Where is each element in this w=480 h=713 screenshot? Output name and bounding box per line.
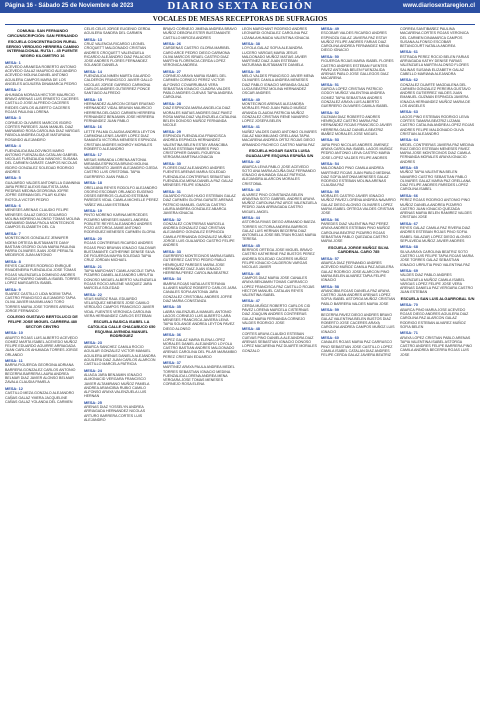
mesa-number: MESA: 62 [400,77,418,83]
mesa-block [5,116,80,142]
mesa-number: MESA: 35 [163,304,181,310]
mesa-number: MESA: 66 [400,192,418,198]
vocal-names: MEDEL CONTRERAS JAVIERA PAZ MEDINA RUIZ DIEGO ESTEBAN MENESES PAVEZ MARIA JOSE MONTECINOS DIAZ CAMILA FERNANDA MORALES ARAYA IGNACIO ANDRES [400,142,474,164]
mesa-block [400,222,475,243]
mesa-number: MESA: 44 [242,214,260,220]
mesa-number: MESA: 42 [242,159,260,165]
vocal-names: LAGOS PINO ESTEBAN RODRIGO LEIVA CORTES TAMARA BEATRIZ LIZAMA CASTRO CATALINA ANDREA LOPEZ ROJAS ANDRES FELIPE MALDONADO OLIVA CRISTIAN ALEJANDRO [400,114,475,136]
mesa-block [84,98,159,124]
mesa-block [5,232,80,258]
vocal-names: GAJARDO ROJAS HUGO ESTEBAN GALAZ DIAZ CARMEN GLORIA GARATE ARENAS PATRICIO MANUEL GARCIA CASTRO LAURA ANDREA GONZALEZ ABARCA JAVIERA IGNACIA [163,194,236,216]
vocal-names: GUERRERO MONTECINOS MARIA ISABEL GUTIERREZ CASTRO PEDRO PABLO HENRIQUEZ PAREDES MARIA JOSE HERNANDEZ DIAZ JUAN IGNACIO HERRERA PEREZ CAROLINA BEATRIZ [163,254,235,275]
mesa-block [5,359,80,385]
vocal-names: MONTECINOS GONZALEZ JENNIFER NOEMI ORTEGA BUSTAMANTE DANY BASTIAN OSORIO OLIVA MARIA PAULINA PARRA OLIVARES JUAN JOSE PERALTA MEDEIROS JUAN ANTONIO [5,236,75,258]
mesa-block [163,277,238,303]
mesa-block [5,260,80,286]
mesa-number: MESA: 15 [84,96,102,102]
vocal-names: MENESES ARENAS CLAUDIO FELIPE MENESES GALAZ DIEGO EDUARDO MOLINA MORENO ALONSO TOMAS MOLINA MARAMBIO DIANA PAOLA MONTECINOS CAMPOS ELIZABETH DEL CA [5,208,80,230]
vocal-names: ESPINOZA FUENZALIDA FRANCISCA ANDREA ESPINOZA HERNANDEZ VALENTINA BELEN ESTAY ARANCIBIA MATIAS ESTEBAN FABRES PINO CRISTOPHER DANIEL FIGUEROA VERGARA MARTINA IGNACIA [163,134,228,160]
page-date: Página 16 - Sábado 25 de Noviembre de 2023 [5,3,134,9]
mesa-number: MESA: 37 [163,359,181,365]
mesa-block [84,38,159,68]
vocal-names: ORELLANA REYES RODOLFO ALEJANDRO OSORIO ESCOBAR ORLANDO EUGENIO OSSES BERRIOS CLAUDIO ESTEBAN PAREDES VIDAL CAMILA MICHELLE PEREZ YAÑEZ WILLIAM ESTEBAN [84,185,159,207]
vocal-names: LETTE PALMA CLAUDIA ANDREA LEYTON CARMONA LENIS JAVIER LOPEZ DIAZ SAMANTA VICTORIA MENESES ESPINOZA CRISTIAN ANDRES MONROY MORALES ROBERTO ALEJANDRO [84,129,157,151]
mesa-block [5,144,80,174]
mesa-number: MESA: 19 [84,208,102,213]
mesa-number: MESA: 49 [321,27,339,31]
mesa-number: MESA: 64 [400,137,418,143]
mesa-block [242,299,317,325]
vocal-names: ALVAREZ PINO CONSTANZA BELEN ARAVENA SOTO GABRIEL ANDRES ARAYA MUÑOZ CAROLINA PAZ ARCE VALENZUELA PEDRO JUAN ARRIAGADA CASTRO MIGUEL ANGEL [242,192,317,214]
mesa-block [5,61,80,87]
masthead: DIARIO SEXTA REGIÓN [167,0,313,12]
mesa-block [163,361,238,387]
mesa-block [321,162,396,188]
vocal-names: ARANCIBIA ROJAS DANIELA PAZ ARAYA CASTRO JUAN ANDRES ARENAS LOPEZ SOFIA ISABEL ASTORGA MUÑOZ CRISTIAN PABLO BARRERA VALDES MARIA JOSE [321,288,396,306]
mesa-number: MESA: 58 [321,283,339,289]
section-heading: COLEGIO GUSTAVO BERTOLUCCI DE FELIPE JOSE MIGUEL CARRERA 480 SECTOR CENTRO [7,314,78,329]
mesa-block [321,55,396,81]
mesa-number: MESA: 50 [321,53,339,59]
mesa-number: MESA: 10 [5,330,23,336]
text-column [321,27,396,707]
vocal-names: REYES CACERES RODRIGO ENRIQUE RIVADENEIRA FUENZALIDA JOSE TOMAS ROJAS VALENZUELA DOMINGO ANDRES ROZAS PIZARRO DANIELA ISABEL TORRES LOPEZ MARGARITA ISABEL [5,264,80,286]
mesa-number: MESA: 56 [321,216,339,222]
mesa-block [242,216,317,242]
mesa-number: MESA: 7 [5,230,21,236]
section-heading: ESCUELA JORGE MUÑOZ SILVA CARDENAL CARO 785 [328,244,389,255]
vocal-names: NUÑEZ VALDES DAVID ANTONIO OLIVARES GALAZ MAXIMILIANO ORELLANA TAPIA MACARENA ANDREA ORTIZ ROJAS DIEGO ARMANDO PACHECO CASTRO MARIA PAZ [242,129,317,147]
vocal-names: MELO VALDES FRANCISCO JAVIER MENA OLIVARES CAMILA ANDREA MENESES DIAZ PABLO IGNACIO MIRANDA GALAZ LUCIA BEATRIZ MOLINA HERNANDEZ OSCAR ANDRES [242,74,314,96]
vocal-names: TAPIA MARCHANT CAMILA NICOLE TAPIA PIZARRO DANIEL ALEJANDRO URRUTIA DONOSO MIGUEL ALBERTO VALENZUELA ROJAS ROCIO ARLENE VASQUEZ JARA MARCELA SOLEDAD [84,269,156,291]
mesa-number: MESA: 43 [242,187,260,193]
mesa-block [163,190,238,216]
mesa-number: MESA: 55 [321,188,339,194]
vocal-names: ARAYA LOPEZ CRISTIAN PABLO ARENAS TAPIA VALENTINA ISABEL ASTORGA CASTRO ANDRES FELIPE BARRERA PINO CAMILA ANDREA BECERRA ROJAS LUIS JOSE [400,335,473,357]
mesa-number: MESA: 71 [400,330,418,336]
mesa-block [163,218,238,248]
mesa-number: MESA: 61 [400,49,418,55]
mesa-block [242,160,317,186]
mesa-block [84,341,159,367]
vocal-names: CORTES ARAYA CLAUDIO ESTEBAN CUEVAS PINO DANIELA ALEJANDRA DIAZ ARENAS SEBASTIAN IGNACIO DONOSO LOPEZ MACARENA PAZ DUARTE MORALES GONZALO [242,331,317,353]
mesa-number: MESA: 51 [321,81,339,87]
mesa-block [400,27,475,48]
mesa-number: MESA: 54 [321,160,339,166]
mesa-number: MESA: 9 [5,286,21,292]
vocal-names: CELIS CELIS JORGE EUGENIO CERDA AGUILERA SANDRA DEL CARMEN [84,27,151,36]
section-heading: ESCUELA CONCENTRACION RURAL SERGIO VERDUGO HERRERA CAMINO INTERNACIONAL RUTA I - 45 PUENTE NEGRO KILOMETRO 16 [6,39,79,58]
mesa-block [163,70,238,100]
columns-container [5,27,475,707]
mesa-block [163,27,238,40]
vocal-names: PAREDES DIAZ VALENTINA PAZ PEREZ ARAYA ANDRES ESTEBAN PINO MUÑOZ CAROLINA BEATRIZ PIZARRO ROJAS SEBASTIAN PABLO QUEZADA CASTRO MARIA JOSE [321,222,390,244]
mesa-block [400,303,475,329]
mesa-block [84,401,159,422]
mesa-block [163,42,238,68]
mesa-block [163,305,238,331]
mesa-number: MESA: 20 [84,235,102,241]
section-heading: ESCUELA SAN LUIS ALGARROBAL S/N [400,295,475,301]
mesa-block [84,70,159,96]
mesa-number: MESA: 6 [5,203,21,209]
mesa-number: MESA: 1 [5,59,21,65]
vocal-names: MONTECINOS ARENAS ALEJANDRA MORALES PINO JUAN PABLO MUÑOZ ARANDA CLAUDIA PATRICIA MUÑOZ GONZALEZ CRISTIAN RENE NAVARRO LOPEZ JOSEFA BELEN [242,102,309,124]
vocal-names: IBARRA ROJAS NATALIA ESTEFANIA ILLANES MUÑOZ ROBERTO CARLOS JARA CANALES SOFIA ANTONIA JARA GONZALEZ CRISTOBAL ANDRES JOFRE DIAZ MARIA CONSTANZA [163,281,237,303]
vocal-names: BECERRA PAVEZ DIEGO ANDRES BRAVO GALAZ VALENTINA BELEN BUSTOS DIAZ ROBERTO JOSE CACERES ARAYA CAROLINA ANDREA CAMPOS MUÑOZ LUIS IGNACIO [321,312,395,334]
mesa-number: MESA: 13 [84,36,102,42]
mesa-block [242,42,317,68]
title-divider [5,24,475,25]
mesa-block [163,102,238,128]
vocal-names: CASTILLO MEZA GONZALO ALEJANDRO CAÑAS GALAZ YMERA JACQUELINE CAÑAS GALAZ YOLANDA DEL CARMEN [5,391,75,404]
mesa-block [163,162,238,188]
vocal-names: SUAREZ CASTILLO LIDIA NOEMI TAPIA CASTRO FRANCISCO ALEJANDRO TAPIA OLIVA JAVIER MAXIMILIANO TORO TORRES MARIA JOSE TORRES ARENAS JORGE FERNANDO [5,291,76,313]
mesa-block [400,269,475,295]
mesa-number: MESA: 29 [163,128,181,134]
vocal-names: PEREZ ROJAS RODRIGO ANTONIO PINO MUÑOZ DANIELA ANDREA PIZARRO CASTRO JUAN IGNACIO QUEZADA ARENAS MARIA BELEN RAMIREZ VALDES CRISTIAN JOSE [400,198,472,220]
text-column [400,27,475,707]
vocal-names: BRAVO CORNEJO JIMENA ANDREA BRAVO MUÑOZ DEBORA ESTER BUSTAMANTE CASTILLO MIRCEA ANDRES [163,27,237,40]
mesa-number: MESA: 17 [84,152,102,158]
vocal-names: CRUZ VALENCIA RICARDO LEONEL CROQUETT MALDONADO CRISTIAN ANDRES CROQUETT VALENZUELA RICARDO ALEJANDRO DIAZ PALACIOS JOSE ANDRES FLORES FERNANDEZ SOLANGE DANIELA [84,42,151,68]
mesa-number: MESA: 33 [163,248,181,254]
section-heading: ESCUELA HOGAR SANTA LUISA GUADALUPE ESQUINA ESPAÑA S/N [245,148,314,158]
vocal-names: MALDONADO PINO CAMILA ANDREA MARTINEZ ROJAS JUAN PABLO MEDINA DIAZ SOFIA ANTONIA MENESES GALAZ RODRIGO ESTEBAN MOLINA ARENAS CLAUDIA PAZ [321,166,391,188]
text-column [84,27,159,707]
vocal-names: LABRA VALENZUELA MANUEL ANTONIO LAGOS CORNEJO LUIS ALBERTO LARA MENESES FRANCISCA JAVIERA LEIVA TAPIA SOLANGE ANDREA LEYTON PAVEZ DIEGO ALONSO [163,309,235,331]
mesa-block [84,265,159,291]
vocal-names: LOPEZ GALAZ MARIA ELENA LOPEZ MORALES DANIEL ALEJANDRO LOYOLA CASTRO BASTIAN ANDRES MALDONADO ARENAS CAROLINA DEL PILAR MARAMBIO PEREZ CRISTIAN EDUARDO [163,337,237,359]
mesa-number: MESA: 3 [5,115,21,121]
mesa-number: MESA: 16 [84,124,102,130]
mesa-block [84,181,159,207]
mesa-number: MESA: 24 [84,367,102,373]
mesa-block [5,176,80,202]
mesa-block [242,327,317,353]
mesa-number: MESA: 12 [5,385,23,391]
vocal-names: PINTO MORENO KARINA MERCEDES PIZARRO MENESES MAIKEL ANDREA POBLETE REYES ALEJANDRO ANDRES POZO ASTORGA JAIME ANTONIO RODRIGUEZ MENESES CARMEN GLORIA [84,213,156,235]
mesa-number: MESA: 69 [400,267,418,273]
mesa-block [84,27,159,36]
mesa-block [400,110,475,136]
vocal-names: ESCOBAR VALDES RICARDO ANDRES ESPINOZA GALAZ JAVIERA PAZ ESTAY MUÑOZ FELIPE ANDRES FARIAS DIAZ CAROLINA ANDREA FERNANDEZ MENA DIEGO IGNACIO [321,31,389,53]
mesa-number: MESA: 57 [321,255,339,261]
vocal-names: MARTINEZ ARAYA PAULA ANDREA MEDEL TORRES SEBASTIAN IGNACIO MEDINA FUENZALIDA LORENA ANDREA MENA VERGARA JOSE TOMAS MENESES CORNEJO ROSA ELENA [163,365,235,387]
mesa-block [242,125,317,146]
text-column [242,27,317,707]
mesa-number: MESA: 38 [242,40,260,46]
mesa-block [163,130,238,160]
mesa-block [84,209,159,235]
mesa-number: MESA: 14 [84,68,102,74]
mesa-number: MESA: 41 [242,124,260,130]
vocal-names: DIAZ ESPINOZA MARIA ANGELICA DIAZ MORALES MATIAS ANDRES DIAZ PAVEZ ROSA MARIA DIAZ VALENZUELA CATALINA BELEN DONOSO MUÑOZ FERNANDA NICOLE [163,106,237,128]
mesa-number: MESA: 47 [242,298,260,304]
mesa-block [400,50,475,76]
vocal-names: LOYOLA GALAZ SOFIA ALEJANDRA LUCERO VARGAS MARIA JESUS MALDONADO MUÑOZ MATIAS JAVIER MARTINEZ DIAZ JUAN ESTEBAN MATURANA BUSTAMANTE DANIELA [242,46,307,68]
vocal-names: FUENZALIDA NIMEN MARTA GALARDO CALDERON FRANCISCO JAVIER GALLO NICOLAS JORGE GARRIDO CARMONA CARLOS ANDRES GUTIERREZ PONCE SANTIAGO ALFREDO [84,74,153,96]
mesa-number: MESA: 48 [242,326,260,332]
mesa-block [5,387,80,404]
mesa-number: MESA: 31 [163,188,181,194]
vocal-names: FIGUEROA ROJAS MARIA ISABEL FLORES CASTRO ANDRES ESTEBAN FUENTES PAVEZ ANTONIA BELEN FUENZALIDA ARENAS PABLO JOSE GALLEGOS DIAZ MACARENA [321,59,394,81]
vocal-names: CARDENAS CASTRO GLORIA MARIBEL CARO ARCE PEDRO DIEGO CARMONA OLIVA MARCOS ISRAEL CASTRO DIAZ MARTHA FLORENCIA CERDA LOPEZ VERONICA ANDREA [163,46,230,68]
mesa-block [321,308,396,334]
mesa-number: MESA: 23 [84,339,102,345]
vocal-names: ESTRADA PEREZ ROCIO BELEN FARIAS ARRIAGADA KATHY DENISE FARIAS VALENZUELA MARTIN ALONSO FLORES SALINAS SUSANA ELIZABETH GALAZ CABELLO MARIANA ALEJANDRA [400,54,470,76]
mesa-number: MESA: 27 [163,68,181,74]
vocal-names: ROJAS CONTRERAS RICARDO ANDRES ROJAS PINO BRAYAN IGNACIO SALDIVAR BUSTAMANTE CATHERINE DENISE SILVA DE FIGUEROA MAYRA SOLEDAD TAPIA CRUZ JORDAN MICHAEL [84,241,156,263]
mesa-block [84,153,159,179]
mesa-block [84,369,159,399]
vocal-names: CAMPOS DIAZ MARIA JOSE CANALES ARAYA BENJAMIN TOMAS CARRASCO LOPEZ FRANCISCA PAZ CASTILLO ROJAS HECTOR MANUEL CATALAN REYES VALENTINA ISABEL [242,276,315,298]
vocal-names: GONZALEZ DUARTE MAGDALENA DEL CARMEN GONZALEZ PEREIRA GUSTAVO ANDRES GUTIERREZ VALDES JUAN EMANUEL GUZMAN ESPINOZA JAVIERA IGNACIA HERNANDEZ MUÑOZ MARIA DE LOS ANGELES [400,82,471,108]
mesa-number: MESA: 11 [5,358,23,364]
vocal-names: BERRIOS ORTEGA JOSE MIGUEL BRAVO CASTRO KATHERINE PAZ BUSTOS PEREZ ANDREA SOLEDAD CACERES MUÑOZ FELIPE IGNACIO CALDERON VARGAS NICOLAS JAVIER [242,248,315,270]
mesa-block [400,166,475,192]
mesa-block [321,138,396,159]
page-header [0,0,480,13]
mesa-block [400,331,475,357]
mesa-block [321,111,396,137]
mesa-number: MESA: 53 [321,137,339,143]
mesa-number: MESA: 34 [163,276,181,282]
mesa-number: MESA: 5 [5,175,21,181]
mesa-number: MESA: 25 [84,399,102,405]
mesa-number: MESA: 26 [163,40,181,46]
mesa-number: MESA: 2 [5,87,21,93]
mesa-block [5,331,80,357]
mesa-number: MESA: 39 [242,68,260,74]
mesa-block [242,244,317,270]
vocal-names: CANALES ROJAS MARIA PAZ CARRASCO PINO SEBASTIAN JOSE CASTILLO LOPEZ CAMILA ISABEL CATALAN DIAZ ANDRES FELIPE CERDA GALAZ JAVIERA BEATRIZ [321,340,393,358]
vocal-names: ASTORGA RIVAS DIEGO ARMANDO BAEZA TORRES VICTORIA ANDREA BARRIOS GALAZ LUIS HERNAN BECERRA DIAZ ANTONELLA JOSE BELTRAN ROJAS MARIA TERESA [242,220,316,242]
vocal-names: JARA PINO NICOLAS ANDRES JIMENEZ ARAYA CAROLINA ISABEL LAGOS MUÑOZ PEDRO ANTONIO LEIVA CASTRO MARIA JOSE LOPEZ VALDES FELIPE ANDRES [321,142,393,160]
mesa-number: MESA: 70 [400,302,418,308]
mesa-block [321,218,396,244]
mesa-number: MESA: 21 [84,263,102,269]
vocal-names: CORNEJO OLIVARES MARCOS ISIDRO CORTES PAREDES JUAN MANUEL DIAZ MARAMBIO ROSA CAROLINA DIAZ VARGAS FABIOLA ANDREA DUQUE MATURANA ROSANDO ALEJANDRO [5,120,80,142]
mesa-number: MESA: 68 [400,244,418,250]
vocal-names: ACEVEDO ARANEDA ROBERTO ANTONIO ACEVEDO GALAZ MAURICIO ALEJANDRO ACEVEDO MOLINA DANIEL ANTONIO AGUILERA CAMPOS MARIA DE LOS ANGELES AGUILERA DINAMARCA PEDRO [5,64,77,86]
mesa-number: MESA: 46 [242,270,260,276]
vocal-names: GUZMAN DIAZ ROBERTO ANDRES HENRIQUEZ CASTRO MARIA PAZ HERNANDEZ ROJAS FRANCISCO JAVIER HERRERA GALAZ DANIELA BEATRIZ IBAÑEZ MORALES JOSE MIGUEL [321,114,392,136]
mesa-block [321,190,396,216]
vocal-names: CORREA SANTIBAÑEZ PAULINA MACARENA CORTES ROJAS VERONICA DEL CARMEN DINAMARCA CAMPOS SUSANA ALFONSO ESCOBAR BETANCOURT NATALIA ANDREA [400,27,469,48]
vocal-names: LEON MARCHANT RODRIGO ANDRES LEONARDI GONZALEZ CAROLINA PAZ LIZANA AHUMADA VALENTINA IGNACIA [242,27,310,40]
mesa-block [400,138,475,164]
mesa-block [321,285,396,306]
mesa-number: MESA: 67 [400,220,418,226]
vocal-names: FUENZALIDA BALDOVINOS MARIO ANTONIO FUENZALIDA CATALAN GABRIEL NICOLAS FUENZALIDA IVANOVIC SUSANA DEL CARMEN GARATE CAMPOS NICOLAS ISIDRO GONZALEZ SOLEDAD RODRIGO ANDRES [5,148,78,174]
vocal-names: HERNANDEZ ALARCON CESAR ERASMO HERNANDEZ VIDAL BRAYAN MAURICIO HERRERA DELGADO CARMEN HERRERA FERNANDEZ BENJAMIN JOSE HERRERA FERNANDEZ JUAN PABLO [84,102,155,124]
mesa-block [242,70,317,96]
vocal-names: ABARCA DIAZ FERNANDO ANDRES ACEVEDO MUÑOZ CAMILA PAZ AGUILERA GALAZ RODRIGO JOSE ALARCON PINO MARIA BELEN ALVAREZ TAPIA FELIPE IGNACIO [321,261,394,283]
text-column [5,27,80,707]
mesa-number: MESA: 52 [321,109,339,115]
vocal-names: MORALES CASTRO JAVIER IGNACIO MUÑOZ PAVEZ LORENA ANDREA NAVARRO GALAZ DIEGO ALONSO OLIVARES LOPEZ MARIA ISABEL ORTEGA VALDES CRISTIAN JOSE [321,194,396,216]
mesa-block [242,98,317,124]
mesa-number: MESA: 8 [5,258,21,264]
mesa-block [5,88,80,114]
mesa-block [321,83,396,109]
vocal-names: ABARCA LEIVA PABLO JOSE ACEVEDO SOTO ANA MARIA ACUÑA DIAZ FERNANDO IGNACIO AHUMADA GALAZ PATRICIA ALEJANDRA ALARCON MORALES CRISTOBAL [242,164,316,186]
mesa-number: MESA: 18 [84,180,102,186]
vocal-names: GUAJARDO VALDES ANTONELLA GIANNINA JARA PEREZ ALEXIS BAUTISTA JARA PIEDRAS MEDINA GEORGINA JOFRE JOFRE GERMAN DEL PILAR KLENN RIOTOLA VICTOR PEDRO [5,180,80,202]
vocal-names: AHUMADA MORAGA HECTOR MAURICIO BRAVO ARENAS LUIS ERNESTO CACERES CASTILLO JOSE ALFREDO CACERES RIEDES CARLOS ALBERTO CACERES ROJAS PAULINA LORENA [5,92,79,114]
vocal-names: FLORES DIAZ ALEJANDRO ANDRES FUENTES ARENAS MARIA SOLEDAD FUENZALIDA CONTRERAS SEBASTIAN FUENZALIDA MENA DANIELA PAZ GALAZ MENESES FELIPE IGNACIO [163,166,234,188]
vocal-names: REYES GALAZ CAMILA PAZ RIVERA DIAZ ANDRES ESTEBAN ROJAS PINO SOFIA ISABEL SALAZAR LOPEZ DIEGO ALONSO SEPULVEDA MUÑOZ JAVIER ANDRES [400,226,471,243]
vocal-names: ABARCA SANCHEZ CAMILA ROCIO AGUILAR GONZALEZ VICTOR MANUEL AGUILERA ARENAS DANIELA ALEJANDRA AGUILERA DIAZ JUAN CARLOS ALARCON CASTILLO MARCELA PATRICIA [84,345,156,367]
mesa-number: MESA: 4 [5,143,21,149]
vocal-names: ABURTO ROJAS LUIS ALBERTO ACEVEDO GOMEZ MARTA ISABEL ACEVEDO MUÑOZ FELIPE EDUARDO AGUIRRE ARRIAGADA JUAN CARLOS AHUMADA TORRES JORGE ORLANDO [5,335,78,357]
vocal-names: CERDA MUÑOZ ROBERTO CARLOS CID PAVEZ LORENA MARCELA CISTERNAS DIAZ JOAQUIN ANDRES CONTRERAS GALAZ MARIA FERNANDA CORNEJO VALDES RODRIGO JOSE [242,303,311,325]
vocal-names: MUÑOZ TAPIA VALENTINA BELEN NAVARRO CASTRO SEBASTIAN PABLO OLIVARES GALAZ MARIA PAZ ORELLANA DIAZ FELIPE ANDRES PAREDES LOPEZ CAROLINA ISABEL [400,170,471,192]
vocal-names: ARENAS DIAZ YOSSELYN ANDREA ARRIAGADA HERNANDEZ NICOLAS ARTURO BARRERA CORTES LUIS ALEJANDRO [84,405,146,422]
mesa-number: MESA: 22 [84,291,102,297]
mesa-block [242,27,317,40]
mesa-block [163,333,238,359]
mesa-number: MESA: 28 [163,100,181,106]
mesa-block [84,237,159,263]
website-link[interactable]: www.diariosextaregion.cl [402,3,475,9]
page-title: VOCALES DE MESAS RECEPTORAS DE SUFRAGIOS [152,15,328,23]
vocal-names: BARRA FIGUEROA GEORGINA ADRIANA BARRERA GONZALEZ CARLOS ANTONIO BECERRA BARRERA LAURA ANDREA BELMAR DIAZ JAVIER ALONSO BELMAR ZAVALA CLAUDIA PAMELA [5,363,76,385]
vocal-names: ABARCA PINO MARIA JOSE ACEVEDO ROJAS DIEGO ANDRES AGUILERA DIAZ CAROLINA PAZ ALARCON GALAZ RODRIGO ESTEBAN ALVAREZ MUÑOZ SOFIA BELEN [400,307,469,329]
mesa-number: MESA: 63 [400,109,418,115]
text-column [163,27,238,707]
vocal-names: ALIAGA JARA BENJAMIN IGNACIO ALMONACID VERGARA FRANCISCO JAVIER ALTAMIRANO MUÑOZ PAMELA ANDREA ARANCIBIA RUBIO CAMILO ALFONSO ARAYA VALENZUELA LUIS HERNAN [84,373,150,399]
mesa-block [5,288,80,314]
mesa-number: MESA: 45 [242,242,260,248]
mesa-number: MESA: 30 [163,160,181,166]
mesa-block [163,250,238,276]
mesa-number: MESA: 32 [163,216,181,222]
mesa-block [400,194,475,220]
section-heading: COMUNA: SAN FERNANDO CIRCUNSCRIPCIÓN: SAN FERNANDO [7,28,78,38]
mesa-number: MESA: 36 [163,332,181,338]
mesa-block [84,293,159,319]
mesa-block [242,188,317,214]
vocal-names: SILVA ARAYA CAROLINA BEATRIZ SOTO CASTRO LUIS FELIPE TAPIA ROJAS MARIA JOSE TORRES GALAZ SEBASTIAN IGNACIO URRUTIA PINO VALENTINA PAZ [400,249,474,267]
mesa-block [400,245,475,266]
vocal-names: VEAS MUÑOZ RAUL EDUARDO VELASQUEZ MENESES JOSE CAMILO VERDUGO CAMPOS FRANCISCO JAVIER VIDAL FUENTES VERONICA CAROLINA VIERA HERNANDEZ CARLOS ESTEBAN [84,296,155,318]
mesa-number: MESA: 40 [242,96,260,102]
vocal-names: CORNEJO ARAYA MARIA ISABEL DEL CARMEN CORNEJO PEREZ VICTOR ALFONSO COVARRUBIAS VERA SEBASTIAN IGNACIO CUADRA VALDES PABLO ANDRES CUEVAS TAPIA ANDREA CAROLINA [163,74,233,100]
vocal-names: VALDES DIAZ PABLO ANDRES VALENZUELA MUÑOZ CAMILA ISABEL VARGAS LOPEZ FELIPE JOSE VERA ARENAS DANIELA PAZ VERGARA CASTRO JUAN ESTEBAN [400,273,474,295]
vocal-names: GONZALEZ CONTRERAS MARCELA ANDREA GONZALEZ DIAZ CRISTIAN ALEJANDRO GONZALEZ ESPINOZA CAMILA FERNANDA GONZALEZ MUÑOZ JORGE LUIS GUAJARDO CASTRO FELIPE ANDRES [163,221,235,248]
mesa-block [321,257,396,283]
mesa-block [242,272,317,298]
mesa-number: MESA: 65 [400,165,418,171]
mesa-block [5,204,80,230]
vocal-names: GARCIA LOPEZ CRISTIAN PATRICIO GODOY MUÑOZ VALENTINA ANDREA GOMEZ TAPIA SEBASTIAN ANDRES GONZALEZ ARAYA LUIS ALBERTO GUERRERO OLIVARES CAMILA ISABEL [321,87,389,109]
section-heading: ESCUELA BASICA ISABEL LA CATOLICA CALLE CHACABUCO 650 ESQUINA AVENIDA MANUEL RODRIGUEZ [87,319,156,339]
vocal-names: MESAS MIRANDA LORENA ANTONIA MIRANDA ESPINOSA BRUNO MOLINA VALDEBENITO JAVIER ALEJANDRO OJEDA CASTRO LUIS CRISTOBAL TAPIA GUERRERO JUAN PABLO [84,157,158,179]
mesa-block [321,336,396,357]
mesa-number: MESA: 59 [321,307,339,313]
mesa-number: MESA: 60 [321,334,339,340]
mesa-block [321,27,396,53]
mesa-block [84,125,159,151]
mesa-block [400,78,475,108]
